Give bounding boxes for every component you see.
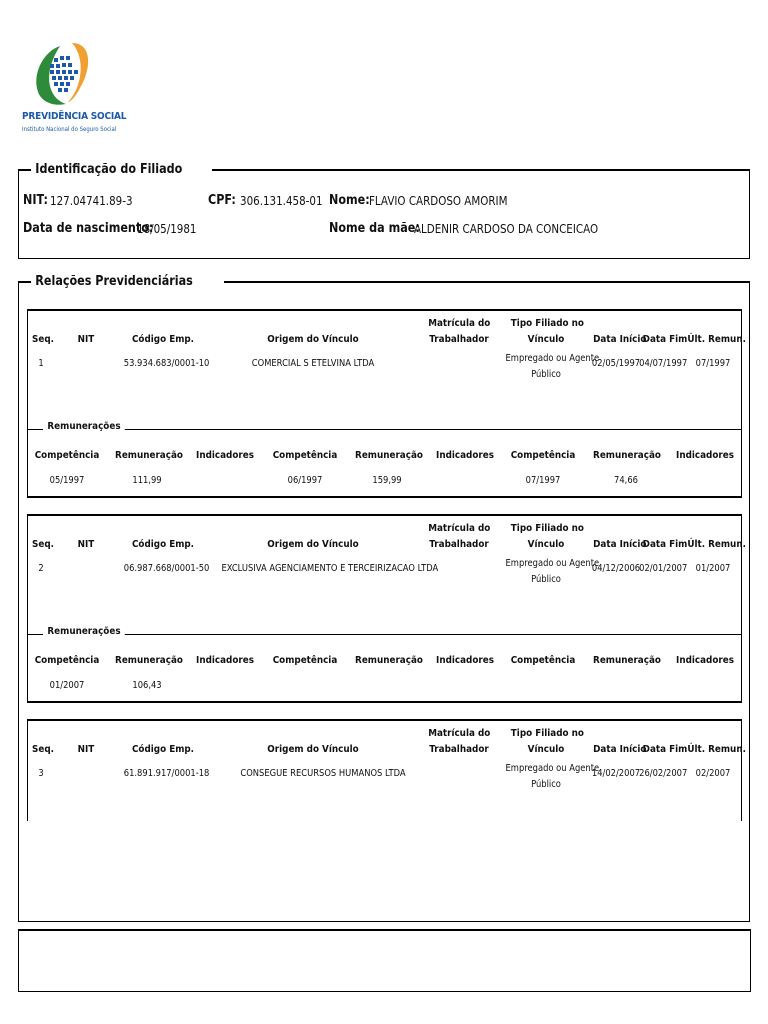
nome-value: FLAVIO CARDOSO AMORIM (369, 194, 508, 208)
col-tipo-header-2: Vínculo (527, 334, 565, 345)
col-tipo-header-2: Vínculo (527, 744, 565, 755)
col-origem-header: Origem do Vínculo (267, 539, 359, 550)
fim-value: 26/02/2007 (639, 768, 688, 779)
rem-comp-header-3: Competência (510, 450, 576, 461)
col-tipo-header-2: Vínculo (527, 539, 565, 550)
col-matricula-header-1: Matrícula do (428, 318, 491, 329)
tipo-value-1: Empregado ou Agente (505, 353, 600, 364)
col-tipo-header-1: Tipo Filiado no (510, 523, 584, 534)
inicio-value: 02/05/1997 (591, 358, 641, 369)
rem-comp-header-1: Competência (34, 450, 100, 461)
col-matricula-header-1: Matrícula do (428, 728, 491, 739)
rem-rem-header-3: Remuneração (593, 655, 661, 666)
col-ult-header: Últ. Remun. (687, 744, 746, 755)
logo-title: PREVIDÊNCIA SOCIAL (22, 111, 127, 122)
col-codigo-header: Código Emp. (131, 334, 195, 345)
cpf-label: CPF: (208, 193, 236, 208)
origem-value: EXCLUSIVA AGENCIAMENTO E TERCEIRIZACAO LTDA (221, 563, 439, 574)
col-inicio-header: Data Início (593, 334, 647, 345)
rem-rem-value: 159,99 (372, 475, 402, 486)
col-ult-header: Últ. Remun. (687, 334, 746, 345)
col-origem-header: Origem do Vínculo (267, 744, 359, 755)
seq-value: 1 (38, 358, 44, 369)
inicio-value: 14/02/2007 (591, 768, 641, 779)
col-matricula-header-2: Trabalhador (429, 539, 489, 550)
rem-rem-value: 111,99 (132, 475, 162, 486)
codigo-value: 06.987.668/0001-50 (123, 563, 210, 574)
rem-comp-header-2: Competência (272, 450, 338, 461)
col-origem-header: Origem do Vínculo (267, 334, 359, 345)
rem-ind-header-3: Indicadores (676, 655, 734, 666)
col-fim-header: Data Fim (642, 539, 688, 550)
col-nit-header: NIT (77, 744, 95, 755)
remuneracoes-legend: Remunerações (43, 421, 125, 432)
inicio-value: 04/12/2006 (591, 563, 641, 574)
origem-value: CONSEGUE RECURSOS HUMANOS LTDA (240, 768, 406, 779)
nit-value: 127.04741.89-3 (50, 194, 133, 208)
rem-comp-value: 05/1997 (49, 475, 85, 486)
col-fim-header: Data Fim (642, 744, 688, 755)
tipo-value-1: Empregado ou Agente (505, 558, 600, 569)
rem-rem-header-3: Remuneração (593, 450, 661, 461)
tipo-value-2: Público (531, 369, 561, 380)
nascimento-value: 18/05/1981 (137, 222, 197, 236)
col-nit-header: NIT (77, 539, 95, 550)
codigo-value: 53.934.683/0001-10 (123, 358, 210, 369)
relacoes-legend: Relações Previdenciárias (35, 274, 193, 289)
col-seq-header: Seq. (32, 539, 54, 550)
nascimento-label: Data de nascimento: (23, 221, 154, 236)
rem-ind-header-2: Indicadores (436, 450, 494, 461)
rem-rem-value: 74,66 (614, 475, 638, 486)
ult-value: 02/2007 (695, 768, 731, 779)
col-seq-header: Seq. (32, 744, 54, 755)
cpf-value: 306.131.458-01 (240, 194, 323, 208)
rem-comp-header-1: Competência (34, 655, 100, 666)
col-tipo-header-1: Tipo Filiado no (510, 318, 584, 329)
ult-value: 07/1997 (695, 358, 731, 369)
col-nit-header: NIT (77, 334, 95, 345)
col-inicio-header: Data Início (593, 539, 647, 550)
col-ult-header: Últ. Remun. (687, 539, 746, 550)
nit-label: NIT: (23, 193, 49, 208)
mae-label: Nome da mãe: (329, 221, 420, 236)
col-inicio-header: Data Início (593, 744, 647, 755)
rem-comp-value: 01/2007 (49, 680, 85, 691)
col-fim-header: Data Fim (642, 334, 688, 345)
col-codigo-header: Código Emp. (131, 539, 195, 550)
rem-ind-header-3: Indicadores (676, 450, 734, 461)
tipo-value-2: Público (531, 779, 561, 790)
remuneracoes-section (28, 626, 741, 637)
footer-box (18, 929, 751, 992)
rem-rem-value: 106,43 (132, 680, 162, 691)
col-tipo-header-1: Tipo Filiado no (510, 728, 584, 739)
vinculo-record-1 (27, 309, 746, 498)
col-codigo-header: Código Emp. (131, 744, 195, 755)
remuneracoes-section (28, 421, 741, 432)
seq-value: 2 (38, 563, 44, 574)
vinculo-record-2 (27, 514, 746, 703)
rem-ind-header-1: Indicadores (196, 655, 254, 666)
rem-comp-value: 06/1997 (287, 475, 323, 486)
mae-value: ALDENIR CARDOSO DA CONCEICAO (414, 222, 599, 236)
rem-comp-value: 07/1997 (525, 475, 561, 486)
tipo-value-2: Público (531, 574, 561, 585)
col-matricula-header-1: Matrícula do (428, 523, 491, 534)
codigo-value: 61.891.917/0001-18 (123, 768, 210, 779)
ult-value: 01/2007 (695, 563, 731, 574)
rem-comp-header-2: Competência (272, 655, 338, 666)
rem-rem-header-1: Remuneração (115, 655, 183, 666)
fim-value: 04/07/1997 (639, 358, 688, 369)
seq-value: 3 (38, 768, 44, 779)
fim-value: 02/01/2007 (639, 563, 688, 574)
rem-comp-header-3: Competência (510, 655, 576, 666)
rem-ind-header-1: Indicadores (196, 450, 254, 461)
identificacao-legend: Identificação do Filiado (35, 162, 183, 177)
identificacao-section (18, 162, 750, 259)
rem-ind-header-2: Indicadores (436, 655, 494, 666)
remuneracoes-legend: Remunerações (43, 626, 125, 637)
tipo-value-1: Empregado ou Agente (505, 763, 600, 774)
col-seq-header: Seq. (32, 334, 54, 345)
vinculo-record-3 (27, 719, 746, 821)
col-matricula-header-2: Trabalhador (429, 334, 489, 345)
rem-rem-header-1: Remuneração (115, 450, 183, 461)
previdencia-logo-icon (20, 38, 110, 138)
logo-subtitle: Instituto Nacional do Seguro Social (22, 126, 117, 133)
col-matricula-header-2: Trabalhador (429, 744, 489, 755)
origem-value: COMERCIAL S ETELVINA LTDA (251, 358, 375, 369)
nome-label: Nome: (329, 193, 370, 208)
rem-rem-header-2: Remuneração (355, 450, 423, 461)
rem-rem-header-2: Remuneração (355, 655, 423, 666)
